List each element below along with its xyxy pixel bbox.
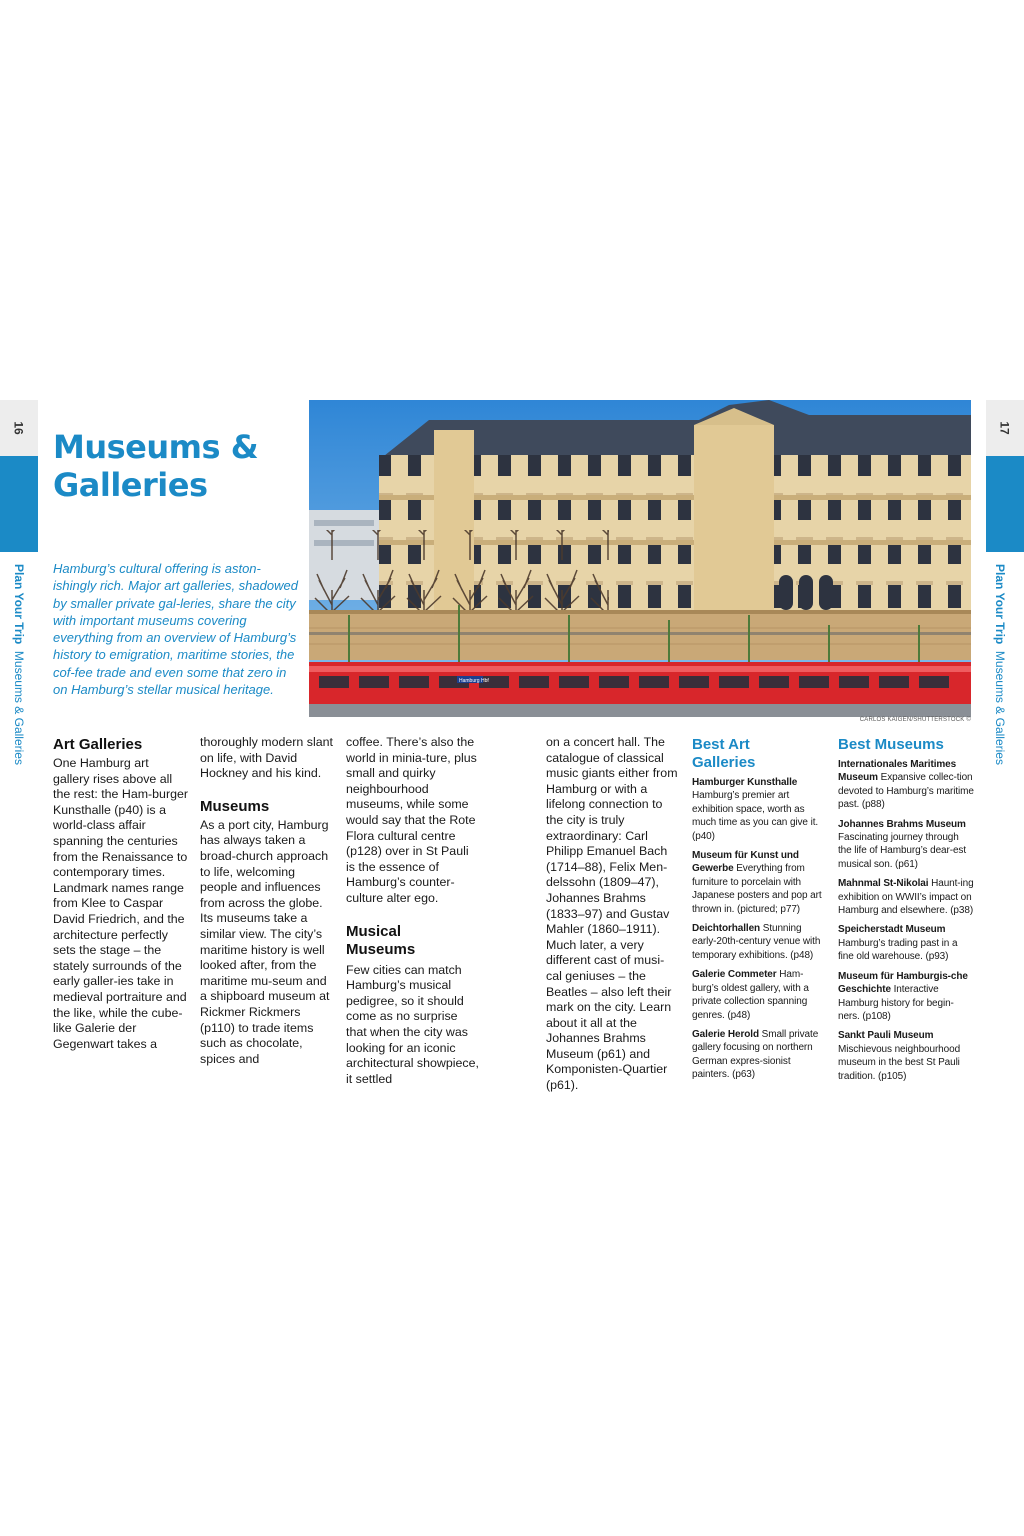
running-head-left <box>12 564 26 765</box>
best-art-galleries-heading <box>692 736 828 772</box>
list-item-name: Galerie Commeter <box>692 969 777 981</box>
column-2 <box>200 735 334 1067</box>
photo-credit: CARLOS KAIGEN/SHUTTERSTOCK © <box>859 717 971 723</box>
page-number-right-text: 17 <box>997 421 1012 435</box>
museum-photo <box>309 400 971 717</box>
best-museums <box>838 736 974 1089</box>
best-art-galleries <box>692 736 828 1088</box>
musical-heading-line-1: Musical <box>346 922 402 940</box>
list-item-desc: Ham-burg’s oldest gallery, with a private collection spanning genres. (p48) <box>692 969 809 1021</box>
column-4 <box>546 735 680 1094</box>
list-item-name: Museum für Hamburgis-che Geschichte <box>838 970 968 996</box>
running-head-left-bold: Plan Your Trip <box>12 564 26 645</box>
column-2-text: thoroughly modern slant on life, with David Hockney and his kind. <box>200 735 333 781</box>
list-item-name: Johannes Brahms Museum <box>838 818 966 830</box>
list-item-name: Museum für Kunst und Gewerbe <box>692 850 799 875</box>
best-museums-heading: Best Museums <box>838 736 944 753</box>
page-title-line-2: Galleries <box>53 466 208 504</box>
running-head-left-text: Museums & Galleries <box>12 650 26 765</box>
list-item-desc: Stunning early-20th-century venue with temporary exhibitions. (p48) <box>692 923 821 961</box>
list-item-name: Internationales Maritimes Museum <box>838 759 957 784</box>
list-item <box>692 1028 828 1082</box>
museums-heading: Museums <box>200 797 270 815</box>
running-head-right <box>993 564 1007 765</box>
list-item <box>692 776 828 843</box>
station-sign-text: Hamburg Hbf <box>459 678 489 684</box>
art-galleries-heading: Art Galleries <box>53 736 143 753</box>
list-item <box>838 818 974 872</box>
list-item-name: Mahnmal St-Nikolai <box>838 878 929 890</box>
list-item-desc: Small private gallery focusing on northern German expres-sionist painters. (p63) <box>692 1028 819 1081</box>
list-item <box>692 968 828 1022</box>
page-title-line-1: Museums & <box>53 428 259 466</box>
list-item <box>838 758 974 812</box>
column-3 <box>346 735 480 1087</box>
list-item-desc: Fascinating journey through the life of Hamburg’s dear-est musical son. (p61) <box>838 832 966 870</box>
list-item-desc: Haunt-ing exhibition on WWII’s impact on Hamburg and elsewhere. (p38) <box>838 878 974 917</box>
section-tab-left <box>0 456 38 552</box>
list-item <box>838 923 974 963</box>
list-item-desc: Hamburg’s premier art exhibition space, worth as much time as you can give it. (p40) <box>692 790 819 842</box>
list-item <box>692 849 828 916</box>
list-item-desc: Mischievous neighbourhood museum in the best St Pauli tradition. (p105) <box>838 1043 961 1082</box>
museums-text: As a port city, Hamburg has always taken a broad-church approach to life, welcoming people and influences from across the globe. Its museums take a similar view. The city’s maritime history is well looked after, from the maritime mu-seum and a shipboard museum at Rickmer Rickmers (p110) to trade items such as chocolate, spices and <box>200 817 330 1066</box>
best-art-heading-line-2: Galleries <box>692 754 756 771</box>
list-item <box>692 922 828 962</box>
running-head-right-text: Museums & Galleries <box>993 650 1007 765</box>
list-item <box>838 1029 974 1083</box>
page-number-left <box>0 400 38 456</box>
column-3-text: coffee. There’s also the world in minia-ture, plus small and quirky neighbourhood museums, while some would say that the Rote Flora cultural centre (p128) over in St Pauli is the essence of Hamburg’s counter-culture alter ego. <box>346 735 477 905</box>
list-item-desc: Interactive Hamburg history for begin-ners. (p108) <box>838 984 954 1022</box>
list-item-name: Speicherstadt Museum <box>838 924 946 936</box>
list-item-name: Galerie Herold <box>692 1028 759 1040</box>
musical-museums-text: Few cities can match Hamburg’s musical pedigree, so it should come as no surprise that when the city was looking for an iconic architectural showpiece, it settled <box>346 962 479 1086</box>
column-4-text: on a concert hall. The catalogue of classical music giants either from Hamburg or with a lifelong connection to the city is truly extraordinary: Carl Philipp Emanuel Bach (1714–88), Felix Men-delssohn (1809–47), Johannes Brahms (1833–97) and Gustav Mahler (1860–1911). Much later, a very different cast of musi-cal geniuses – the Beatles – also left their mark on the city. Learn about it all at the Johannes Brahms Museum (p61) and Komponisten-Quartier (p61). <box>546 735 678 1093</box>
list-item-desc: Hamburg’s trading past in a fine old warehouse. (p93) <box>838 937 958 963</box>
page-number-right <box>986 400 1024 456</box>
museum-photo-illustration <box>309 400 971 717</box>
list-item-name: Hamburger Kunsthalle <box>692 777 798 788</box>
musical-museums-heading <box>346 923 480 959</box>
list-item-desc: Everything from furniture to porcelain with Japanese posters and pop art thrown in. (pictured; p77) <box>692 863 822 915</box>
list-item <box>838 970 974 1024</box>
best-art-heading-line-1: Best Art <box>692 736 750 753</box>
art-galleries-text: One Hamburg art gallery rises above all the rest: the Ham-burger Kunsthalle (p40) is a world-class affair spanning the centuries from the Renaissance to contemporary times. Landmark names range from Klee to Caspar David Friedrich, and the architecture perfectly sets the stage – the stately surrounds of the early galler-ies take in medieval portraiture and the like, while the cube-like Galerie der Gegenwart takes a <box>53 756 188 1051</box>
list-item-name: Sankt Pauli Museum <box>838 1030 934 1042</box>
list-item-name: Deichtorhallen <box>692 923 761 935</box>
page-title <box>53 428 298 504</box>
intro-paragraph: Hamburg’s cultural offering is aston-ishingly rich. Major art galleries, shadowed by smaller private gal-leries, share the city with important museums covering everything from an overview of Hamburg’s history to emigration, maritime stories, the cof-fee trade and even some that zero in on Hamburg’s stellar musical heritage. <box>53 561 298 698</box>
section-tab-right <box>986 456 1024 552</box>
musical-heading-line-2: Museums <box>346 940 416 958</box>
running-head-right-bold: Plan Your Trip <box>993 564 1007 645</box>
page-number-left-text: 16 <box>11 421 26 435</box>
column-1 <box>53 736 188 1052</box>
list-item <box>838 877 974 917</box>
list-item-desc: Expansive collec-tion devoted to Hamburg’s maritime past. (p88) <box>838 772 974 811</box>
